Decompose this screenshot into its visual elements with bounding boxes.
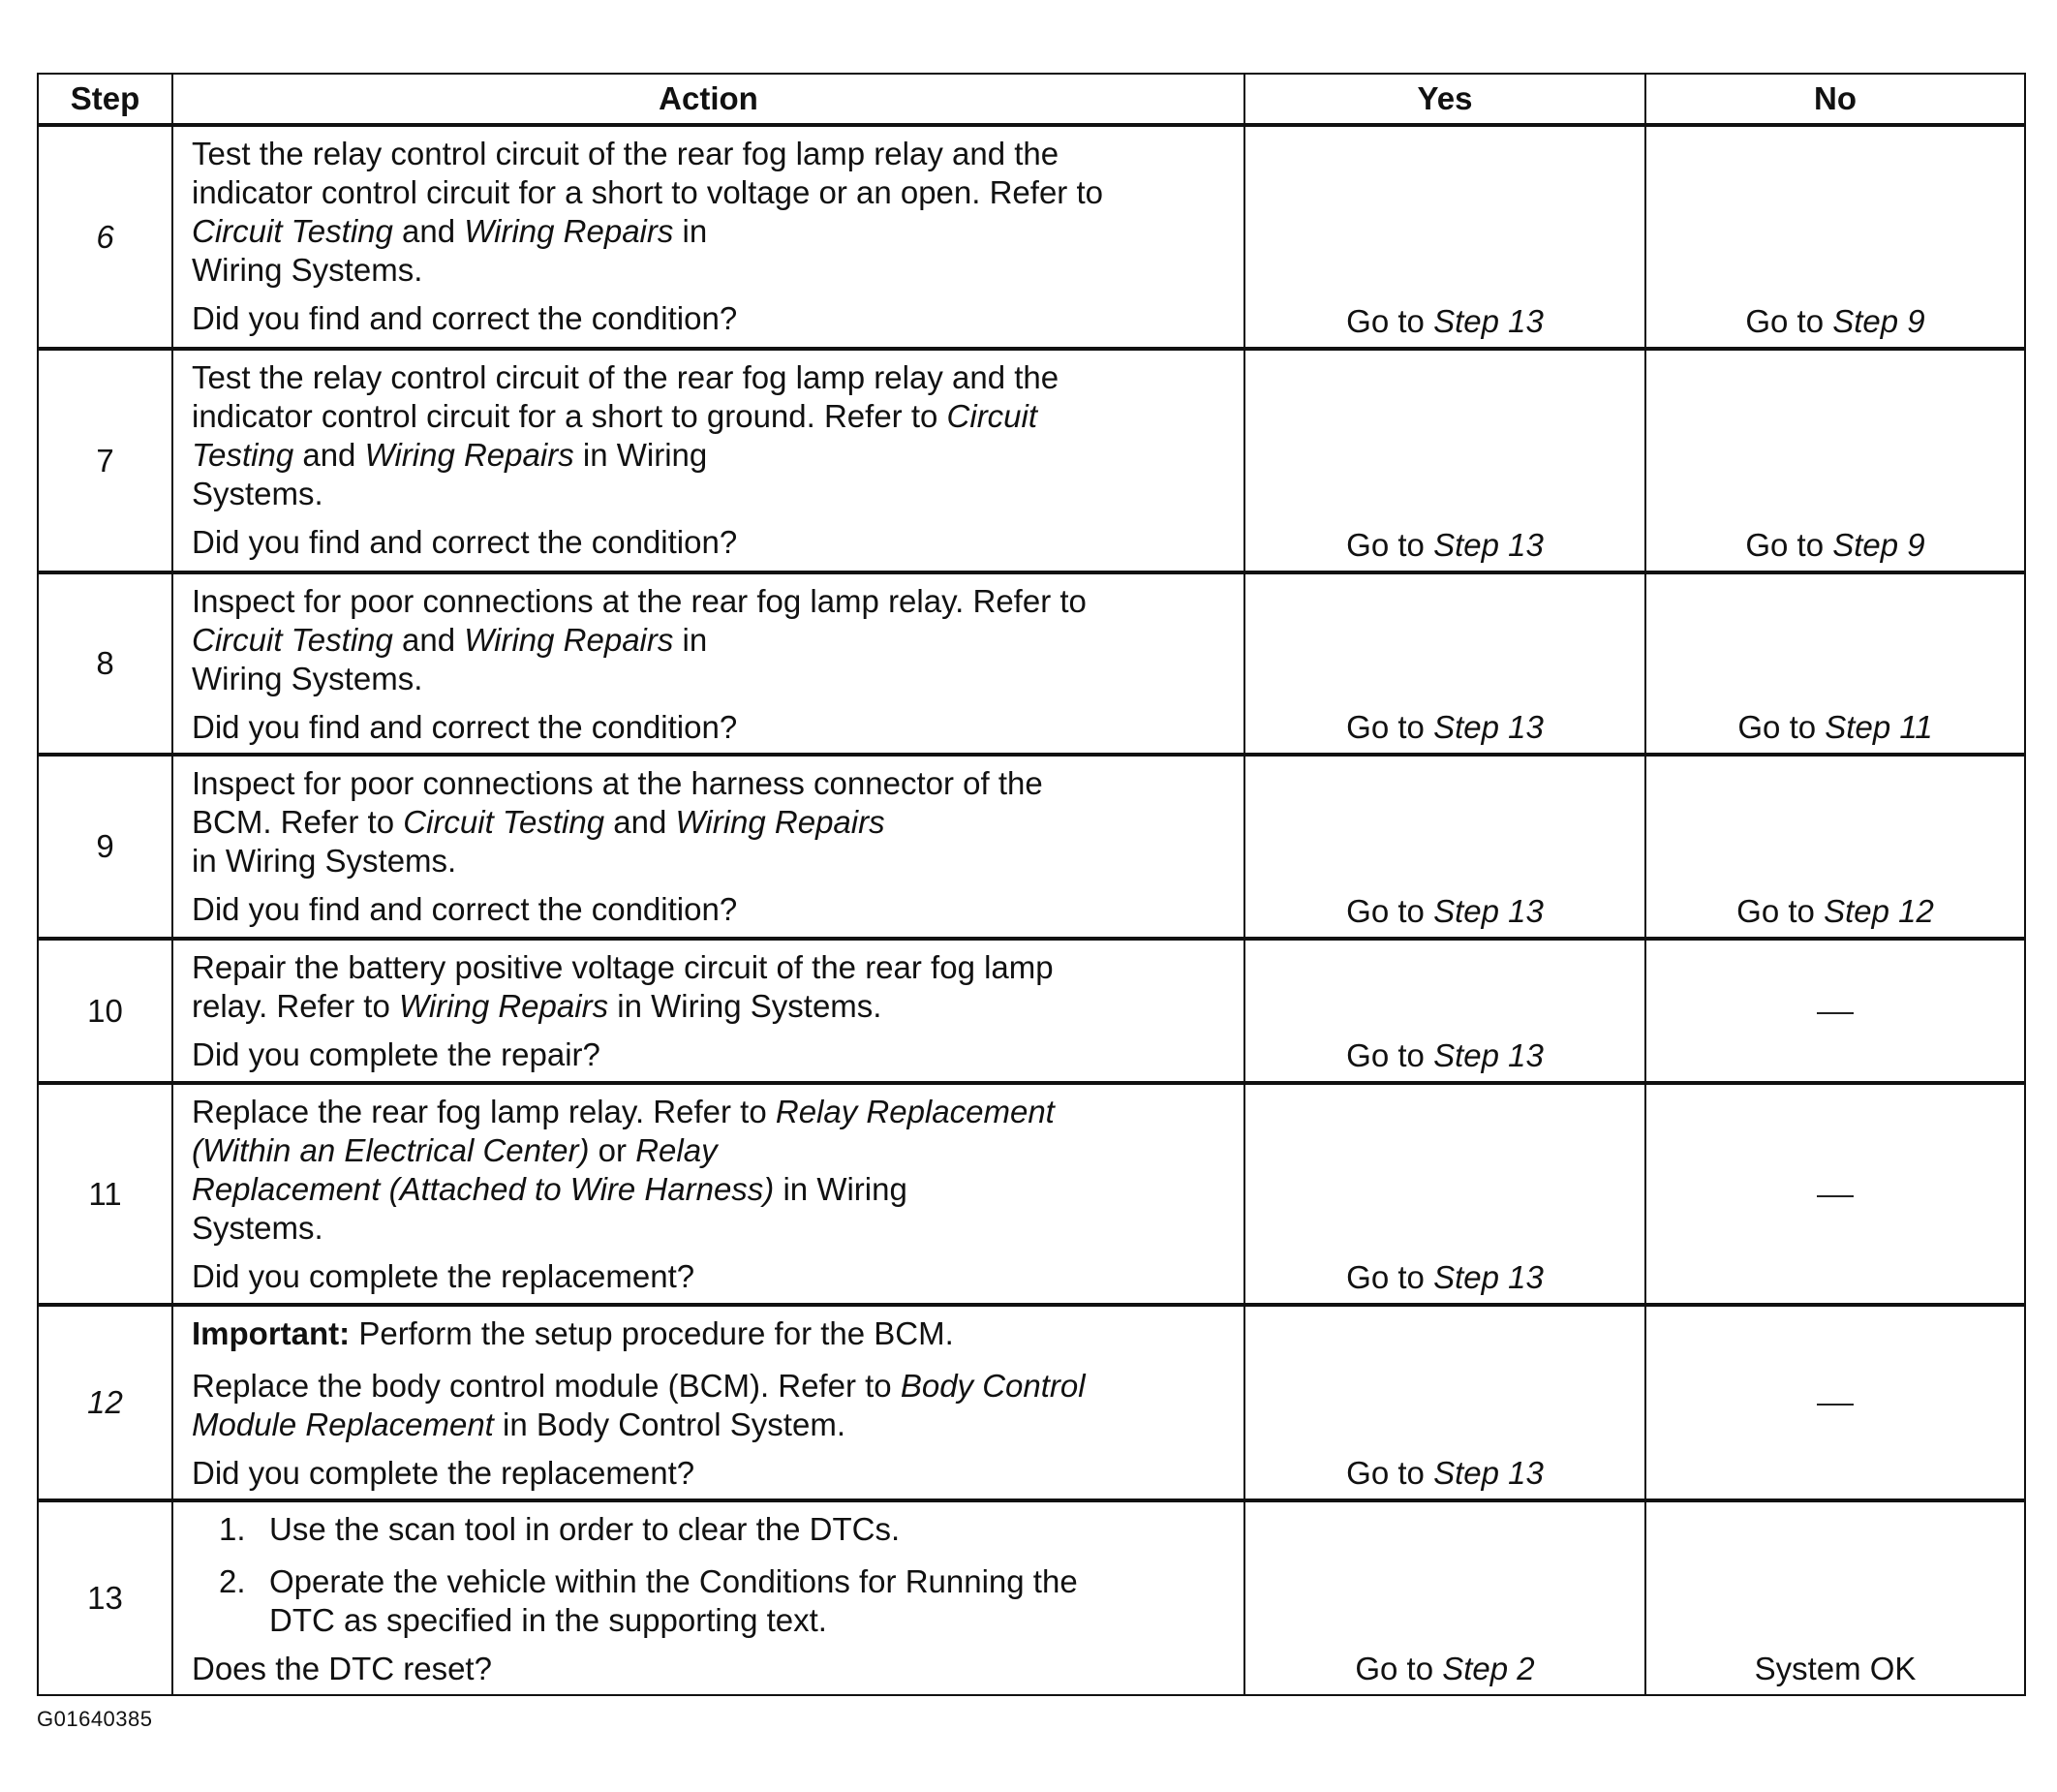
action-cell [172, 755, 1244, 939]
no-result: Go to Step 9 [1645, 125, 2025, 349]
action-line: (Within an Electrical Center) or Relay [192, 1132, 718, 1168]
step-number: 10 [38, 939, 172, 1083]
header-yes: Yes [1244, 74, 1645, 125]
numbered-item: 1. Use the scan tool in order to clear the DTCs. [219, 1511, 901, 1547]
header-no: No [1645, 74, 2025, 125]
table-row [38, 755, 2025, 939]
reference-link: Wiring Repairs [464, 213, 674, 249]
action-cell [172, 1305, 1244, 1500]
reference-link: Circuit Testing [192, 213, 393, 249]
action-question: Did you find and correct the condition? [192, 709, 738, 745]
action-question: Does the DTC reset? [192, 1651, 492, 1686]
action-line: Inspect for poor connections at the rear fog lamp relay. Refer to [192, 583, 1087, 619]
yes-result: Go to Step 13 [1244, 755, 1645, 939]
no-result: Go to Step 11 [1645, 572, 2025, 755]
table-row [38, 1500, 2025, 1695]
action-line: relay. Refer to Wiring Repairs in Wiring Systems. [192, 988, 882, 1024]
yes-result: Go to Step 13 [1244, 939, 1645, 1083]
reference-link: Relay [635, 1132, 718, 1168]
action-question: Did you complete the replacement? [192, 1258, 695, 1294]
action-question: Did you find and correct the condition? [192, 524, 738, 560]
step-number: 11 [38, 1083, 172, 1305]
no-result: Go to Step 12 [1645, 755, 2025, 939]
no-result: Go to Step 9 [1645, 349, 2025, 572]
step-reference: Step 12 [1824, 893, 1934, 929]
table-row [38, 125, 2025, 349]
action-line: Circuit Testing and Wiring Repairs in [192, 213, 708, 249]
yes-result: Go to Step 13 [1244, 349, 1645, 572]
em-dash [1817, 1404, 1854, 1406]
reference-link: Body Control [900, 1368, 1086, 1404]
yes-result: Go to Step 13 [1244, 572, 1645, 755]
reference-link: (Within an Electrical Center) [192, 1132, 590, 1168]
reference-link: Wiring Repairs [464, 622, 674, 658]
yes-result: Go to Step 13 [1244, 125, 1645, 349]
reference-link: Replacement (Attached to Wire Harness) [192, 1171, 775, 1207]
action-line: Replacement (Attached to Wire Harness) in Wiring [192, 1171, 907, 1207]
step-number: 9 [38, 755, 172, 939]
yes-result: Go to Step 13 [1244, 1083, 1645, 1305]
step-number: 7 [38, 349, 172, 572]
step-reference: Step 13 [1433, 527, 1544, 563]
reference-link: Relay Replacement [775, 1094, 1055, 1129]
action-line: Repair the battery positive voltage circuit of the rear fog lamp [192, 949, 1054, 985]
action-line: Replace the body control module (BCM). Refer to Body Control [192, 1368, 1086, 1404]
step-reference: Step 13 [1433, 1037, 1544, 1073]
no-result-dash [1645, 939, 2025, 1083]
no-result-dash [1645, 1083, 2025, 1305]
no-result-dash [1645, 1305, 2025, 1500]
step-reference: Step 2 [1442, 1651, 1535, 1686]
table-row [38, 939, 2025, 1083]
action-question: Did you find and correct the condition? [192, 891, 738, 927]
step-number: 8 [38, 572, 172, 755]
step-reference: Step 13 [1433, 303, 1544, 339]
step-number: 13 [38, 1500, 172, 1695]
step-reference: Step 9 [1832, 527, 1925, 563]
action-cell [172, 572, 1244, 755]
table-row [38, 572, 2025, 755]
action-question: Did you complete the replacement? [192, 1455, 695, 1491]
step-reference: Step 13 [1433, 893, 1544, 929]
step-reference: Step 13 [1433, 709, 1544, 745]
reference-link: Wiring Repairs [398, 988, 609, 1024]
action-line: Test the relay control circuit of the rear fog lamp relay and the [192, 136, 1059, 171]
table-row [38, 1083, 2025, 1305]
yes-result: Go to Step 13 [1244, 1305, 1645, 1500]
action-line: Wiring Systems. [192, 661, 423, 696]
reference-link: Circuit [946, 398, 1038, 434]
action-line: Test the relay control circuit of the rear fog lamp relay and the [192, 359, 1059, 395]
step-reference: Step 13 [1433, 1455, 1544, 1491]
important-label: Important: [192, 1315, 351, 1351]
action-line: Module Replacement in Body Control System. [192, 1406, 845, 1442]
diagnostic-table [37, 73, 2026, 1696]
step-reference: Step 11 [1825, 709, 1933, 745]
header-step: Step [38, 74, 172, 125]
header-action: Action [172, 74, 1244, 125]
action-line: Replace the rear fog lamp relay. Refer to Relay Replacement [192, 1094, 1055, 1129]
important-note: Important: Perform the setup procedure for the BCM. [192, 1315, 954, 1351]
action-cell [172, 1500, 1244, 1695]
action-line: Wiring Systems. [192, 252, 423, 288]
figure-id: G01640385 [37, 1707, 153, 1731]
reference-link: Wiring Repairs [364, 437, 574, 473]
action-line: Testing and Wiring Repairs in Wiring [192, 437, 708, 473]
no-result: System OK [1645, 1500, 2025, 1695]
action-line: Circuit Testing and Wiring Repairs in [192, 622, 708, 658]
step-reference: Step 9 [1832, 303, 1925, 339]
action-cell [172, 939, 1244, 1083]
action-line: in Wiring Systems. [192, 843, 457, 879]
em-dash [1817, 1195, 1854, 1197]
action-line: Systems. [192, 476, 323, 511]
action-line: Systems. [192, 1210, 323, 1246]
action-line: Inspect for poor connections at the harness connector of the [192, 765, 1043, 801]
action-cell [172, 125, 1244, 349]
table-row [38, 349, 2025, 572]
action-cell [172, 1083, 1244, 1305]
numbered-item: 2. Operate the vehicle within the Conditions for Running the DTC as specified in the supporting text. [219, 1563, 1078, 1638]
reference-link: Testing [192, 437, 294, 473]
reference-link: Module Replacement [192, 1406, 494, 1442]
reference-link: Wiring Repairs [675, 804, 885, 840]
step-number: 6 [38, 125, 172, 349]
table-header-row [38, 74, 2025, 125]
table-row [38, 1305, 2025, 1500]
yes-result: Go to Step 2 [1244, 1500, 1645, 1695]
action-line: indicator control circuit for a short to ground. Refer to Circuit [192, 398, 1038, 434]
reference-link: Circuit Testing [403, 804, 605, 840]
action-question: Did you complete the repair? [192, 1036, 600, 1072]
action-line: indicator control circuit for a short to voltage or an open. Refer to [192, 174, 1103, 210]
em-dash [1817, 1012, 1854, 1014]
step-reference: Step 13 [1433, 1259, 1544, 1295]
step-number: 12 [38, 1305, 172, 1500]
reference-link: Circuit Testing [192, 622, 393, 658]
action-line: BCM. Refer to Circuit Testing and Wiring Repairs [192, 804, 885, 840]
action-question: Did you find and correct the condition? [192, 300, 738, 336]
action-cell [172, 349, 1244, 572]
